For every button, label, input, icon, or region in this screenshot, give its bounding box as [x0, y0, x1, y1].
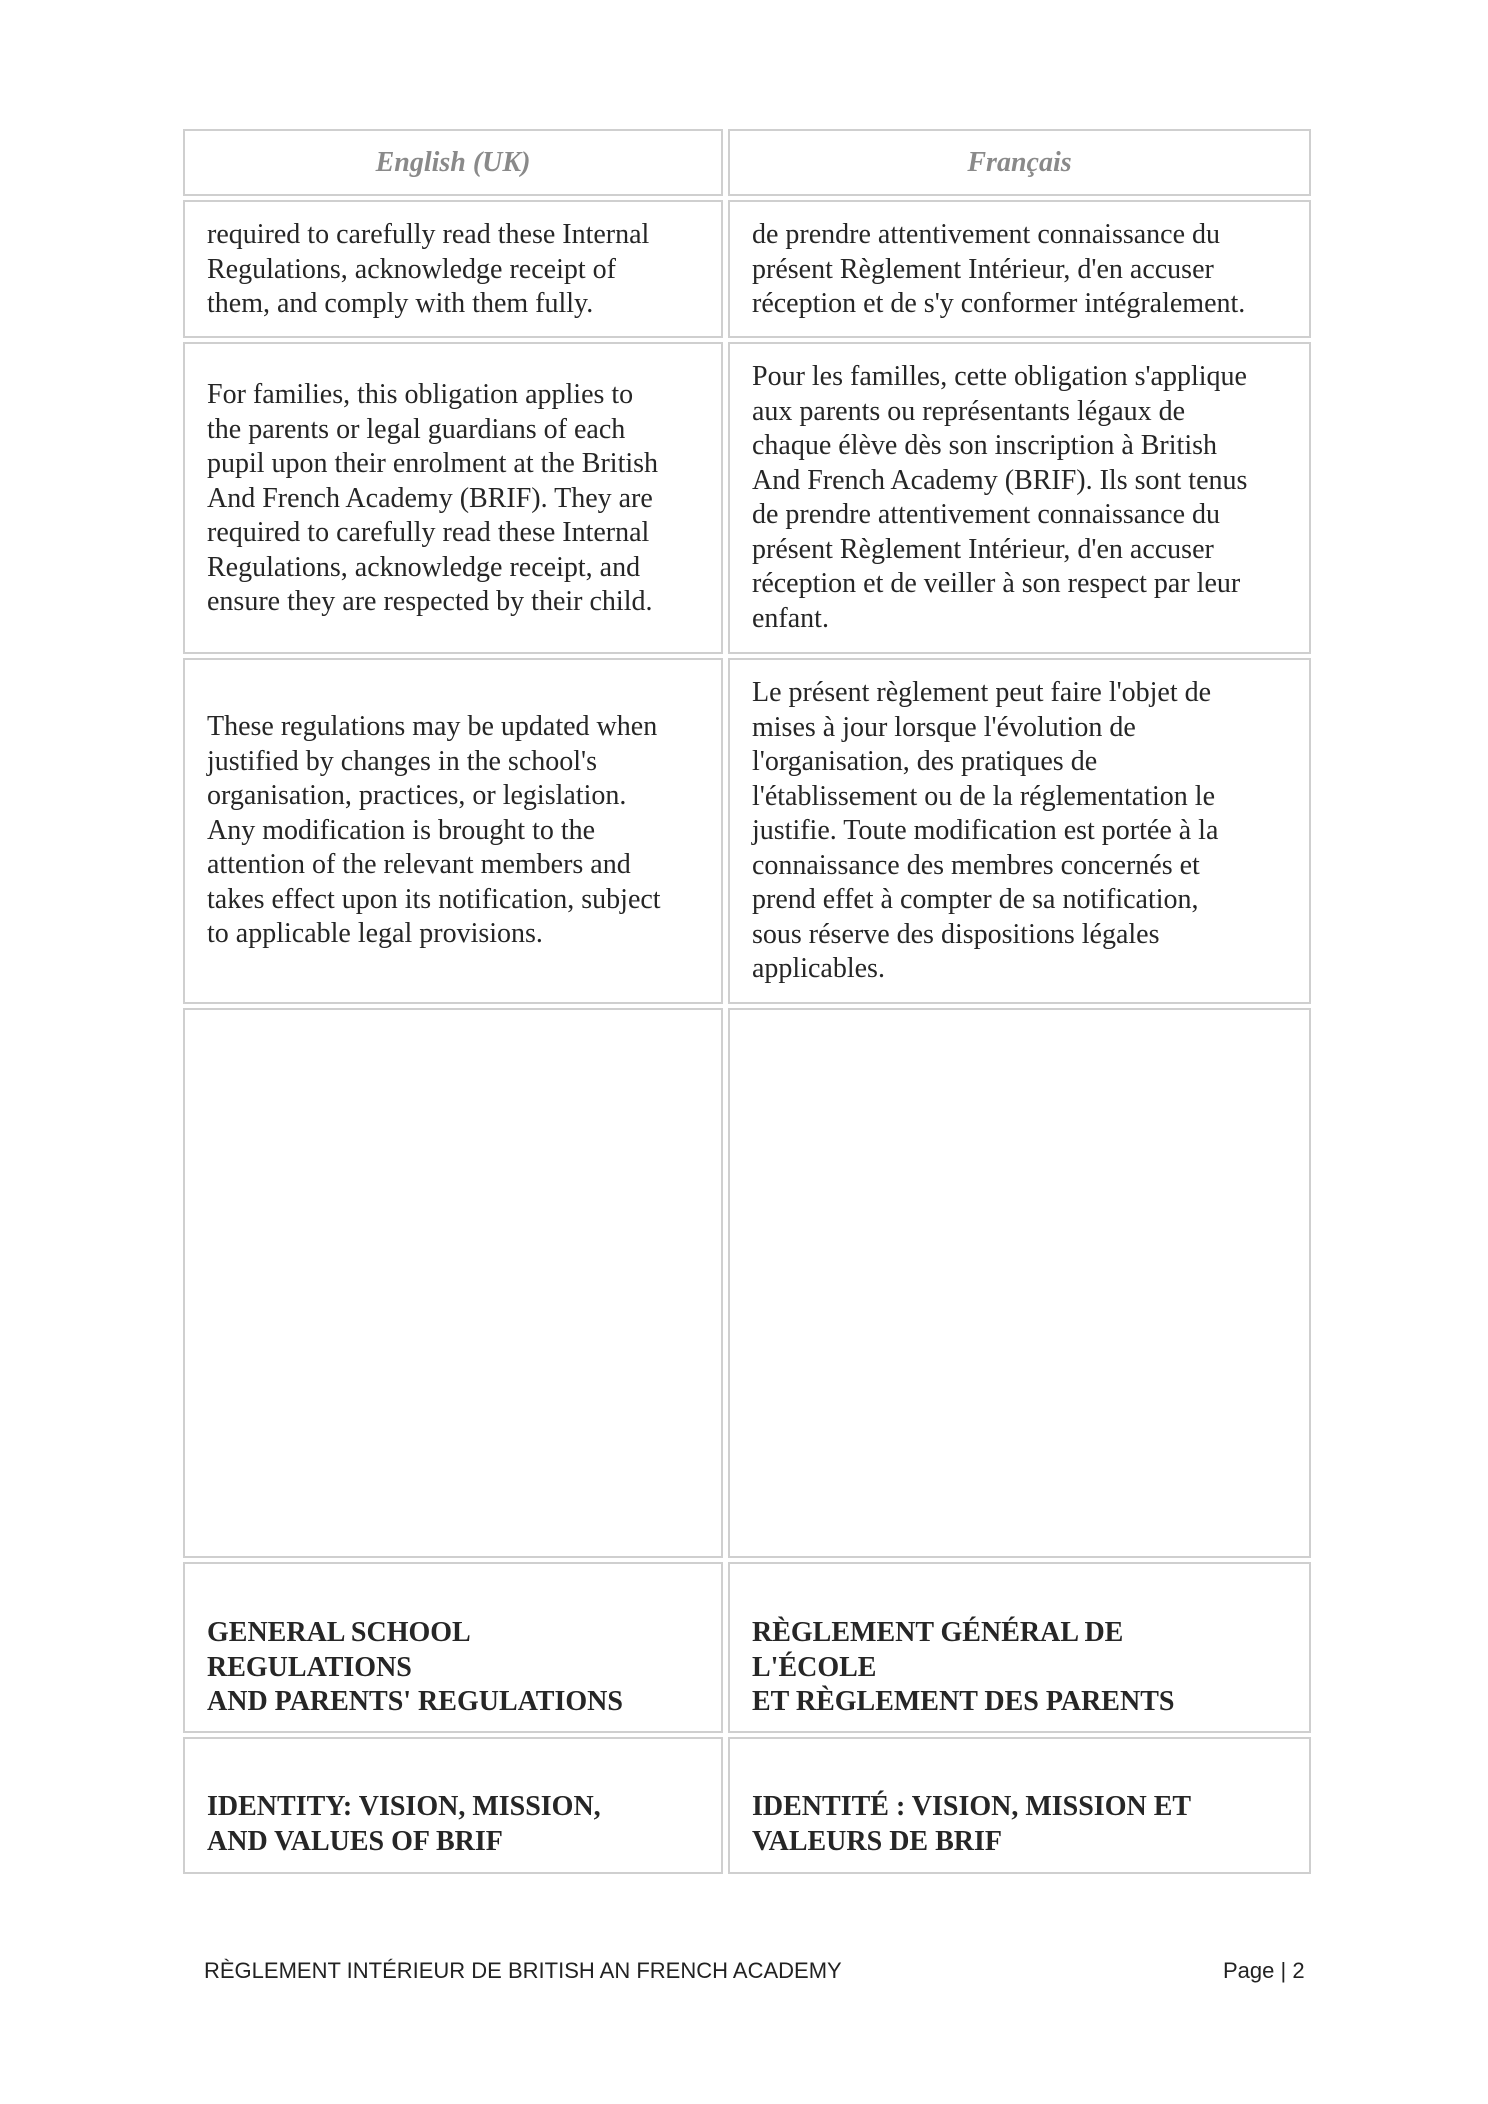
section-heading-french-cell — [728, 1562, 1311, 1733]
table-row-english-cell — [183, 658, 723, 1004]
subsection-heading-french-cell — [728, 1737, 1311, 1874]
subsection-heading-english: IDENTITY: VISION, MISSION, AND VALUES OF BRIF — [207, 1791, 601, 1857]
column-header-french: Français — [728, 129, 1311, 196]
empty-french-cell — [728, 1008, 1311, 1558]
subsection-heading-french: IDENTITÉ : VISION, MISSION ET VALEURS DE BRIF — [752, 1791, 1192, 1857]
french-paragraph: Le présent règlement peut faire l'objet de mises à jour lorsque l'évolution de l'organisation, des pratiques de l'établissement ou de la réglementation le justifie. Toute modification est portée à la connaissance des membres concernés et prend effet à compter de sa notification, sous réserve des dispositions légales applicables. — [752, 677, 1219, 984]
french-paragraph: de prendre attentivement connaissance du présent Règlement Intérieur, d'en accuser réception et de s'y conformer intégralement. — [752, 219, 1246, 319]
english-paragraph: required to carefully read these Internal Regulations, acknowledge receipt of them, and comply with them fully. — [207, 219, 650, 319]
english-paragraph: These regulations may be updated when justified by changes in the school's organisation, practices, or legislation. Any modification is brought to the attention of the relevant members and takes effect upon its notification, subject to applicable legal provisions. — [207, 711, 661, 949]
page-number: Page | 2 — [1223, 1958, 1305, 1983]
section-heading-english-cell — [183, 1562, 723, 1733]
table-row-english-cell — [183, 200, 723, 338]
table-row-english-cell — [183, 342, 723, 654]
english-paragraph: For families, this obligation applies to the parents or legal guardians of each pupil upon their enrolment at the British And French Academy (BRIF). They are required to carefully read these Internal Regulations, acknowledge receipt, and ensure they are respected by their child. — [207, 379, 659, 617]
table-row-french-cell — [728, 200, 1311, 338]
table-row-french-cell — [728, 342, 1311, 654]
table-row-french-cell — [728, 658, 1311, 1004]
footer-title: RÈGLEMENT INTÉRIEUR DE BRITISH AN FRENCH ACADEMY — [204, 1958, 842, 1983]
section-heading-french: RÈGLEMENT GÉNÉRAL DE L'ÉCOLE ET RÈGLEMENT DES PARENTS — [752, 1617, 1175, 1717]
french-paragraph: Pour les familles, cette obligation s'applique aux parents ou représentants légaux de chaque élève dès son inscription à British And French Academy (BRIF). Ils sont tenus de prendre attentivement connaissance du présent Règlement Intérieur, d'en accuser réception et de veiller à son respect par leur enfant. — [752, 361, 1248, 634]
section-heading-english: GENERAL SCHOOL REGULATIONS AND PARENTS' REGULATIONS — [207, 1617, 623, 1717]
subsection-heading-english-cell — [183, 1737, 723, 1874]
column-header-english: English (UK) — [183, 129, 723, 196]
empty-english-cell — [183, 1008, 723, 1558]
